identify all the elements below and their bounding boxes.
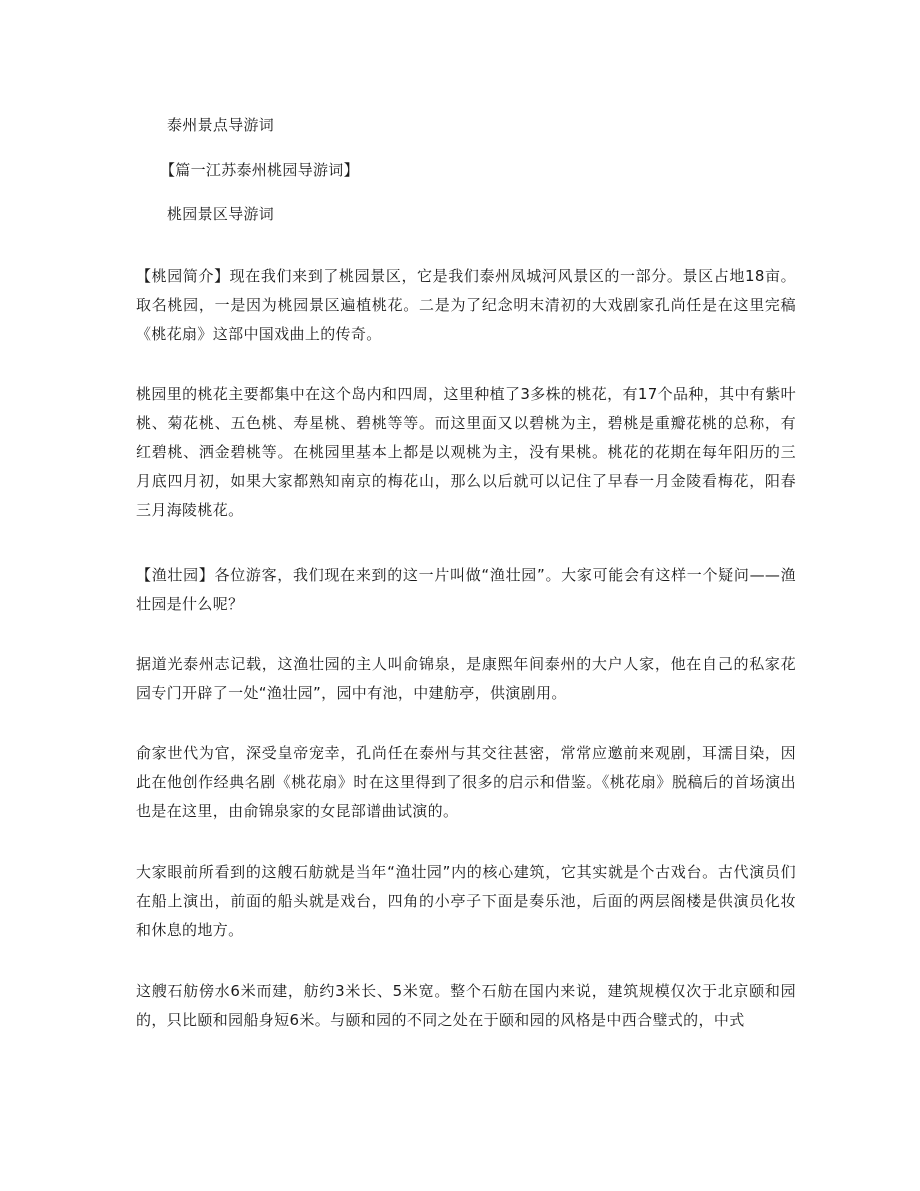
paragraph-stone-boat-size: 这艘石舫傍水6米而建，舫约3米长、5米宽。整个石舫在国内来说，建筑规模仅次于北京颐和园的，只比颐和园船身短6米。与颐和园的不同之处在于颐和园的风格是中西合璧式的，中式: [136, 982, 796, 1029]
paragraph-yu-family: 俞家世代为官，深受皇帝宠幸，孔尚任在泰州与其交往甚密，常常应邀前来观剧，耳濡目染，因此在他创作经典名剧《桃花扇》时在这里得到了很多的启示和借鉴。《桃花扇》脱稿后的首场演出也是在这里，由俞锦泉家的女昆部谱曲试演的。: [136, 744, 796, 820]
paragraph-yuzhuang-history: 据道光泰州志记载，这渔壮园的主人叫俞锦泉，是康熙年间泰州的大户人家，他在自己的私家花园专门开辟了一处“渔壮园”，园中有池，中建舫亭，供演剧用。: [136, 655, 796, 702]
section-title: 桃园景区导游词: [167, 205, 275, 223]
paragraph-yuzhuang-garden-intro: 【渔壮园】各位游客，我们现在来到的这一片叫做“渔壮园”。大家可能会有这样一个疑问——渔壮园是什么呢？: [136, 566, 796, 613]
document-title: 泰州景点导游词: [167, 116, 275, 134]
paragraph-peach-garden-intro: 【桃园简介】现在我们来到了桃园景区，它是我们泰州凤城河风景区的一部分。景区占地18亩。取名桃园，一是因为桃园景区遍植桃花。二是为了纪念明末清初的大戏剧家孔尚任是在这里完稿《桃花扇》这部中国戏曲上的传奇。: [136, 267, 796, 343]
document-subtitle: 【篇一江苏泰州桃园导游词】: [160, 161, 359, 179]
paragraph-peach-blossoms: 桃园里的桃花主要都集中在这个岛内和四周，这里种植了3多株的桃花，有17个品种，其中有紫叶桃、菊花桃、五色桃、寿星桃、碧桃等等。而这里面又以碧桃为主，碧桃是重瓣花桃的总称，有红碧桃、洒金碧桃等。在桃园里基本上都是以观桃为主，没有果桃。桃花的花期在每年阳历的三月底四月初，如果大家都熟知南京的梅花山，那么以后就可以记住了早春一月金陵看梅花，阳春三月海陵桃花。: [136, 385, 796, 519]
paragraph-stone-boat: 大家眼前所看到的这艘石舫就是当年“渔壮园”内的核心建筑，它其实就是个古戏台。古代演员们在船上演出，前面的船头就是戏台，四角的小亭子下面是奏乐池，后面的两层阁楼是供演员化妆和休息的地方。: [136, 863, 796, 939]
